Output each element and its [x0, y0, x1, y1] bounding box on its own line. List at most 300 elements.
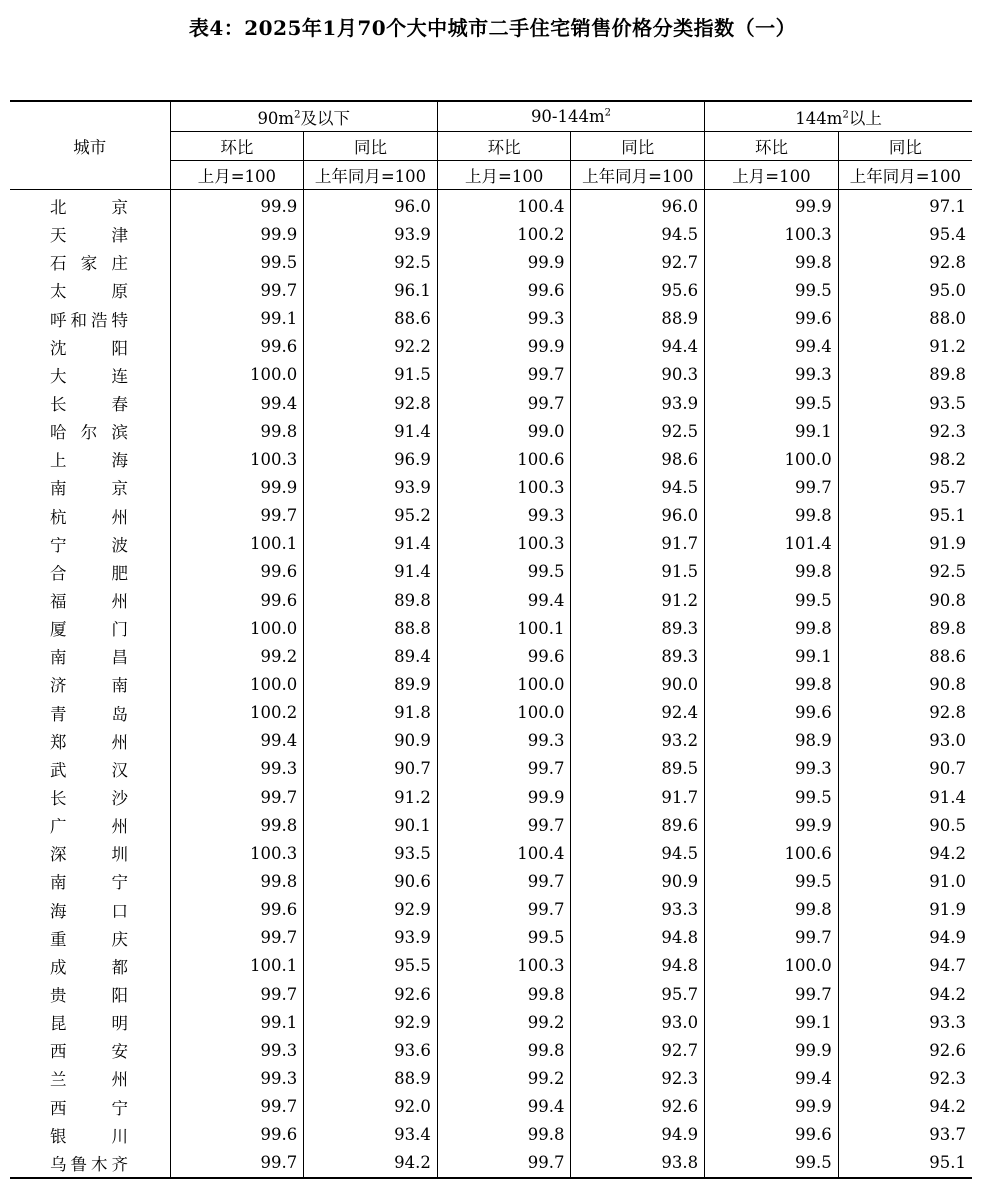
mom-header: 环比 [437, 132, 571, 161]
mom-small-value: 99.3 [170, 1036, 304, 1064]
city-name-cell [10, 1121, 170, 1149]
mom-large-value: 99.5 [705, 867, 839, 895]
yoy-medium-value: 91.7 [571, 783, 705, 811]
city-name: 大连 [50, 366, 128, 386]
yoy-small-value: 93.9 [304, 924, 438, 952]
table-row [10, 361, 972, 389]
table-row [10, 502, 972, 530]
mom-medium-value: 99.0 [437, 417, 571, 445]
mom-medium-value: 99.7 [437, 361, 571, 389]
mom-small-value: 99.7 [170, 1149, 304, 1178]
city-name: 青岛 [50, 704, 128, 724]
yoy-medium-value: 90.9 [571, 867, 705, 895]
yoy-large-value: 95.1 [838, 1149, 972, 1178]
city-name-cell [10, 389, 170, 417]
city-name: 银川 [50, 1126, 128, 1146]
yoy-small-value: 96.1 [304, 276, 438, 304]
city-name-cell [10, 530, 170, 558]
yoy-medium-value: 89.3 [571, 642, 705, 670]
group-header-medium: $90-144m^2$ [437, 101, 704, 132]
mom-medium-value: 100.3 [437, 530, 571, 558]
mom-medium-value: 100.3 [437, 952, 571, 980]
mom-medium-value: 99.7 [437, 896, 571, 924]
yoy-large-value: 91.9 [838, 530, 972, 558]
table-row [10, 1064, 972, 1092]
mom-medium-value: 99.8 [437, 1121, 571, 1149]
city-name: 广州 [50, 817, 128, 837]
group-header-large: $144m^2$以上 [705, 101, 972, 132]
mom-small-value: 99.7 [170, 783, 304, 811]
city-name: 长春 [50, 395, 128, 415]
mom-large-value: 99.4 [705, 333, 839, 361]
city-name: 南宁 [50, 873, 128, 893]
mom-medium-value: 99.2 [437, 1008, 571, 1036]
yoy-small-value: 89.8 [304, 586, 438, 614]
city-name: 西安 [50, 1042, 128, 1062]
city-name: 哈尔滨 [50, 423, 128, 443]
yoy-small-value: 90.1 [304, 811, 438, 839]
mom-medium-value: 100.4 [437, 839, 571, 867]
yoy-small-value: 93.5 [304, 839, 438, 867]
mom-large-value: 99.3 [705, 755, 839, 783]
city-name: 贵阳 [50, 986, 128, 1005]
city-name: 南京 [50, 479, 128, 499]
mom-large-value: 99.8 [705, 558, 839, 586]
mom-large-value: 99.6 [705, 305, 839, 333]
yoy-medium-value: 91.5 [571, 558, 705, 586]
yoy-small-value: 92.0 [304, 1093, 438, 1121]
yoy-large-value: 91.4 [838, 783, 972, 811]
city-name: 深圳 [50, 845, 128, 865]
city-name: 宁波 [50, 535, 128, 555]
yoy-small-value: 92.9 [304, 896, 438, 924]
yoy-large-value: 89.8 [838, 361, 972, 389]
mom-medium-value: 100.3 [437, 473, 571, 501]
table-row [10, 190, 972, 221]
mom-medium-value: 99.6 [437, 642, 571, 670]
yoy-medium-value: 90.0 [571, 670, 705, 698]
mom-medium-value: 100.0 [437, 699, 571, 727]
mom-small-value: 99.8 [170, 867, 304, 895]
yoy-medium-value: 91.7 [571, 530, 705, 558]
yoy-large-value: 89.8 [838, 614, 972, 642]
mom-large-value: 99.8 [705, 670, 839, 698]
city-name: 合肥 [50, 563, 128, 583]
city-name: 武汉 [50, 760, 128, 780]
yoy-medium-value: 92.4 [571, 699, 705, 727]
table-row [10, 1036, 972, 1064]
yoy-small-value: 89.9 [304, 670, 438, 698]
mom-small-value: 99.7 [170, 924, 304, 952]
yoy-small-value: 91.5 [304, 361, 438, 389]
yoy-medium-value: 92.6 [571, 1093, 705, 1121]
city-name-cell [10, 220, 170, 248]
table-row [10, 670, 972, 698]
yoy-small-value: 92.5 [304, 248, 438, 276]
yoy-medium-value: 93.3 [571, 896, 705, 924]
mom-medium-value: 99.9 [437, 333, 571, 361]
city-name-cell [10, 1149, 170, 1178]
city-name-cell [10, 896, 170, 924]
city-name: 成都 [50, 957, 128, 977]
table-row [10, 867, 972, 895]
city-name: 上海 [50, 451, 128, 471]
yoy-header: 同比 [304, 132, 438, 161]
yoy-large-value: 92.6 [838, 1036, 972, 1064]
table-row [10, 220, 972, 248]
yoy-small-value: 90.9 [304, 727, 438, 755]
city-column-header: 城市 [10, 101, 170, 190]
yoy-medium-value: 94.9 [571, 1121, 705, 1149]
mom-small-value: 100.1 [170, 952, 304, 980]
mom-large-value: 99.8 [705, 896, 839, 924]
city-name: 昆明 [50, 1014, 128, 1034]
city-name: 呼和浩特 [50, 310, 128, 330]
yoy-small-value: 91.8 [304, 699, 438, 727]
yoy-medium-value: 90.3 [571, 361, 705, 389]
yoy-base-label: 上年同月=100 [838, 161, 972, 190]
yoy-small-value: 88.6 [304, 305, 438, 333]
mom-large-value: 99.1 [705, 642, 839, 670]
city-name-cell [10, 417, 170, 445]
mom-medium-value: 99.9 [437, 248, 571, 276]
city-name-cell [10, 502, 170, 530]
mom-small-value: 99.7 [170, 980, 304, 1008]
city-name-cell [10, 980, 170, 1008]
yoy-medium-value: 89.6 [571, 811, 705, 839]
mom-small-value: 99.8 [170, 417, 304, 445]
mom-small-value: 100.0 [170, 670, 304, 698]
mom-medium-value: 100.4 [437, 190, 571, 221]
table-row [10, 586, 972, 614]
table-row [10, 980, 972, 1008]
mom-small-value: 100.0 [170, 361, 304, 389]
table-row [10, 839, 972, 867]
mom-large-value: 100.0 [705, 952, 839, 980]
city-name-cell [10, 727, 170, 755]
yoy-small-value: 92.6 [304, 980, 438, 1008]
yoy-small-value: 93.4 [304, 1121, 438, 1149]
yoy-small-value: 90.7 [304, 755, 438, 783]
table-row [10, 558, 972, 586]
mom-small-value: 100.0 [170, 614, 304, 642]
mom-large-value: 99.9 [705, 190, 839, 221]
city-name-cell [10, 333, 170, 361]
city-name-cell [10, 924, 170, 952]
city-name-cell [10, 670, 170, 698]
table-row [10, 811, 972, 839]
mom-large-value: 99.9 [705, 1036, 839, 1064]
table-row [10, 445, 972, 473]
city-name: 北京 [50, 198, 128, 218]
yoy-small-value: 95.5 [304, 952, 438, 980]
yoy-small-value: 95.2 [304, 502, 438, 530]
mom-large-value: 99.1 [705, 417, 839, 445]
city-name: 乌鲁木齐 [50, 1154, 128, 1174]
city-name-cell [10, 1036, 170, 1064]
mom-large-value: 99.8 [705, 614, 839, 642]
yoy-large-value: 95.4 [838, 220, 972, 248]
table-row [10, 755, 972, 783]
yoy-small-value: 92.9 [304, 1008, 438, 1036]
mom-small-value: 100.2 [170, 699, 304, 727]
mom-small-value: 99.9 [170, 220, 304, 248]
yoy-medium-value: 94.5 [571, 839, 705, 867]
page-title: 表4：2025年1月70个大中城市二手住宅销售价格分类指数（一） [188, 16, 797, 40]
yoy-medium-value: 89.3 [571, 614, 705, 642]
mom-large-value: 99.9 [705, 811, 839, 839]
yoy-large-value: 90.7 [838, 755, 972, 783]
yoy-large-value: 95.0 [838, 276, 972, 304]
yoy-small-value: 91.2 [304, 783, 438, 811]
city-name: 沈阳 [50, 338, 128, 358]
city-name: 天津 [50, 226, 128, 246]
yoy-medium-value: 92.5 [571, 417, 705, 445]
mom-small-value: 99.1 [170, 305, 304, 333]
yoy-header: 同比 [571, 132, 705, 161]
mom-large-value: 100.6 [705, 839, 839, 867]
mom-small-value: 99.7 [170, 1093, 304, 1121]
yoy-small-value: 96.0 [304, 190, 438, 221]
mom-large-value: 99.3 [705, 361, 839, 389]
mom-medium-value: 99.5 [437, 924, 571, 952]
yoy-large-value: 95.1 [838, 502, 972, 530]
table-body [10, 190, 972, 1178]
yoy-medium-value: 98.6 [571, 445, 705, 473]
yoy-medium-value: 96.0 [571, 502, 705, 530]
table-row [10, 530, 972, 558]
table-row [10, 924, 972, 952]
mom-large-value: 99.4 [705, 1064, 839, 1092]
mom-small-value: 99.2 [170, 642, 304, 670]
yoy-large-value: 94.2 [838, 1093, 972, 1121]
city-name: 重庆 [50, 929, 128, 949]
table-header [10, 101, 972, 190]
yoy-small-value: 92.8 [304, 389, 438, 417]
mom-large-value: 100.0 [705, 445, 839, 473]
yoy-large-value: 93.3 [838, 1008, 972, 1036]
table-row [10, 305, 972, 333]
mom-small-value: 99.9 [170, 473, 304, 501]
city-name-cell [10, 839, 170, 867]
city-name: 兰州 [50, 1070, 128, 1090]
city-name-cell [10, 445, 170, 473]
table-row [10, 896, 972, 924]
mom-small-value: 99.6 [170, 333, 304, 361]
mom-large-value: 99.5 [705, 389, 839, 417]
yoy-small-value: 96.9 [304, 445, 438, 473]
mom-large-value: 99.8 [705, 248, 839, 276]
yoy-small-value: 92.2 [304, 333, 438, 361]
yoy-large-value: 94.9 [838, 924, 972, 952]
mom-small-value: 99.5 [170, 248, 304, 276]
city-name-cell [10, 755, 170, 783]
city-name-cell [10, 952, 170, 980]
city-name-cell [10, 361, 170, 389]
mom-medium-value: 99.5 [437, 558, 571, 586]
city-name: 石家庄 [50, 254, 128, 274]
mom-small-value: 100.3 [170, 445, 304, 473]
yoy-medium-value: 92.7 [571, 1036, 705, 1064]
mom-base-label: 上月=100 [705, 161, 839, 190]
city-name-cell [10, 783, 170, 811]
mom-large-value: 99.8 [705, 502, 839, 530]
yoy-small-value: 91.4 [304, 558, 438, 586]
yoy-large-value: 92.3 [838, 417, 972, 445]
yoy-large-value: 90.8 [838, 586, 972, 614]
city-name-cell [10, 276, 170, 304]
city-name-cell [10, 867, 170, 895]
city-name-cell [10, 1064, 170, 1092]
yoy-small-value: 88.9 [304, 1064, 438, 1092]
yoy-large-value: 97.1 [838, 190, 972, 221]
mom-medium-value: 99.8 [437, 1036, 571, 1064]
mom-small-value: 99.8 [170, 811, 304, 839]
city-name-cell [10, 1008, 170, 1036]
yoy-large-value: 92.5 [838, 558, 972, 586]
yoy-medium-value: 94.8 [571, 952, 705, 980]
mom-small-value: 99.3 [170, 1064, 304, 1092]
city-name: 太原 [50, 282, 128, 302]
table-row [10, 389, 972, 417]
mom-large-value: 99.7 [705, 924, 839, 952]
mom-small-value: 99.6 [170, 1121, 304, 1149]
table-row [10, 642, 972, 670]
table-row [10, 1149, 972, 1178]
mom-small-value: 99.1 [170, 1008, 304, 1036]
mom-medium-value: 100.2 [437, 220, 571, 248]
mom-small-value: 100.1 [170, 530, 304, 558]
yoy-medium-value: 94.8 [571, 924, 705, 952]
yoy-small-value: 91.4 [304, 417, 438, 445]
yoy-large-value: 91.2 [838, 333, 972, 361]
city-name-cell [10, 558, 170, 586]
yoy-large-value: 91.0 [838, 867, 972, 895]
mom-medium-value: 99.8 [437, 980, 571, 1008]
city-name-cell [10, 190, 170, 221]
table-row [10, 248, 972, 276]
mom-medium-value: 99.6 [437, 276, 571, 304]
mom-large-value: 101.4 [705, 530, 839, 558]
yoy-medium-value: 93.9 [571, 389, 705, 417]
mom-medium-value: 99.7 [437, 867, 571, 895]
city-name-cell [10, 699, 170, 727]
city-name-cell [10, 586, 170, 614]
mom-medium-value: 99.3 [437, 727, 571, 755]
yoy-medium-value: 93.2 [571, 727, 705, 755]
yoy-medium-value: 94.4 [571, 333, 705, 361]
yoy-medium-value: 88.9 [571, 305, 705, 333]
group-header-small: $90m^2$及以下 [170, 101, 437, 132]
mom-large-value: 99.5 [705, 586, 839, 614]
mom-medium-value: 99.3 [437, 305, 571, 333]
yoy-large-value: 95.7 [838, 473, 972, 501]
yoy-small-value: 90.6 [304, 867, 438, 895]
table-row [10, 276, 972, 304]
mom-medium-value: 99.7 [437, 1149, 571, 1178]
price-index-table [10, 100, 972, 1179]
mom-medium-value: 99.7 [437, 389, 571, 417]
mom-medium-value: 100.1 [437, 614, 571, 642]
mom-small-value: 99.7 [170, 276, 304, 304]
city-name-cell [10, 248, 170, 276]
yoy-medium-value: 92.7 [571, 248, 705, 276]
table-row [10, 473, 972, 501]
mom-medium-value: 99.9 [437, 783, 571, 811]
yoy-large-value: 94.2 [838, 839, 972, 867]
mom-small-value: 99.6 [170, 896, 304, 924]
mom-medium-value: 100.0 [437, 670, 571, 698]
yoy-large-value: 94.2 [838, 980, 972, 1008]
yoy-small-value: 93.9 [304, 473, 438, 501]
mom-small-value: 99.3 [170, 755, 304, 783]
yoy-small-value: 93.6 [304, 1036, 438, 1064]
table-row [10, 952, 972, 980]
city-name: 南昌 [50, 648, 128, 668]
mom-small-value: 99.4 [170, 389, 304, 417]
yoy-medium-value: 94.5 [571, 220, 705, 248]
yoy-large-value: 90.5 [838, 811, 972, 839]
table-row [10, 614, 972, 642]
yoy-large-value: 92.8 [838, 248, 972, 276]
mom-header: 环比 [170, 132, 304, 161]
city-name: 长沙 [50, 789, 128, 809]
yoy-large-value: 90.8 [838, 670, 972, 698]
yoy-medium-value: 94.5 [571, 473, 705, 501]
mom-header: 环比 [705, 132, 839, 161]
mom-medium-value: 99.3 [437, 502, 571, 530]
mom-large-value: 99.7 [705, 473, 839, 501]
mom-medium-value: 99.4 [437, 1093, 571, 1121]
city-name-cell [10, 473, 170, 501]
mom-large-value: 98.9 [705, 727, 839, 755]
city-name: 福州 [50, 592, 128, 612]
city-name: 海口 [50, 901, 128, 921]
city-name-cell [10, 305, 170, 333]
mom-base-label: 上月=100 [170, 161, 304, 190]
city-name: 厦门 [50, 620, 128, 640]
yoy-medium-value: 91.2 [571, 586, 705, 614]
yoy-base-label: 上年同月=100 [571, 161, 705, 190]
mom-small-value: 100.3 [170, 839, 304, 867]
table-row [10, 417, 972, 445]
yoy-large-value: 93.0 [838, 727, 972, 755]
yoy-medium-value: 89.5 [571, 755, 705, 783]
yoy-small-value: 91.4 [304, 530, 438, 558]
table-row [10, 727, 972, 755]
yoy-large-value: 93.7 [838, 1121, 972, 1149]
yoy-medium-value: 95.6 [571, 276, 705, 304]
table-row [10, 699, 972, 727]
city-name: 郑州 [50, 732, 128, 752]
city-name: 济南 [50, 676, 128, 696]
mom-large-value: 99.5 [705, 783, 839, 811]
mom-small-value: 99.6 [170, 586, 304, 614]
mom-medium-value: 99.7 [437, 755, 571, 783]
city-name-cell [10, 811, 170, 839]
yoy-base-label: 上年同月=100 [304, 161, 438, 190]
yoy-medium-value: 93.8 [571, 1149, 705, 1178]
yoy-large-value: 92.8 [838, 699, 972, 727]
table-row [10, 1121, 972, 1149]
yoy-header: 同比 [838, 132, 972, 161]
mom-large-value: 99.9 [705, 1093, 839, 1121]
yoy-large-value: 88.0 [838, 305, 972, 333]
yoy-small-value: 89.4 [304, 642, 438, 670]
mom-small-value: 99.6 [170, 558, 304, 586]
mom-medium-value: 99.2 [437, 1064, 571, 1092]
mom-large-value: 99.5 [705, 276, 839, 304]
